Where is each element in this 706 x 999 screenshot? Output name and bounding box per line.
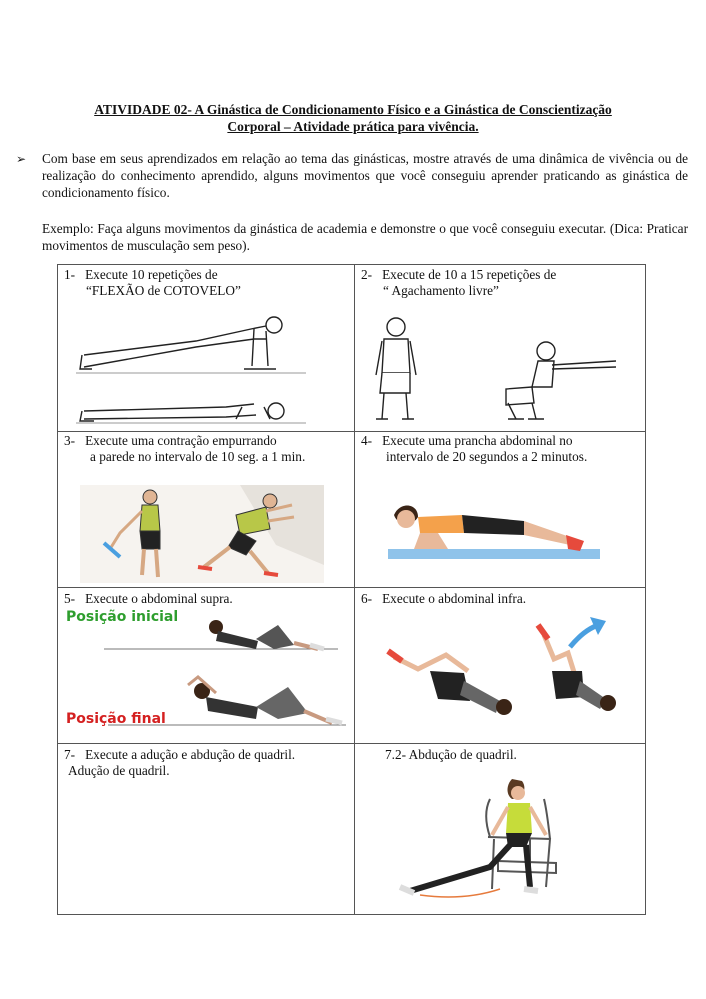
exercise-7-2-caption: 7.2- Abdução de quadril. [385, 747, 517, 762]
example-paragraph: Exemplo: Faça alguns movimentos da ginástica de academia e demonstre o que você conseguiu executar. (Dica: Praticar movimentos de musculação sem peso). [42, 221, 688, 253]
document-title [40, 101, 666, 135]
exercise-4-caption: 4- Execute uma prancha abdominal no [361, 433, 573, 448]
crunch-illustration-icon [98, 615, 348, 733]
table-divider-vertical [354, 265, 355, 914]
exercise-6-caption: 6- Execute o abdominal infra. [361, 591, 527, 606]
table-divider-row-3 [58, 743, 645, 744]
initial-position-label: Posição inicial [66, 609, 179, 625]
hip-adduction-area [68, 785, 338, 905]
exercise-3-caption-line2: a parede no intervalo de 10 seg. a 1 min. [90, 449, 306, 464]
exercise-5-caption: 5- Execute o abdominal supra. [64, 591, 233, 606]
hip-abduction-illustration-icon [380, 777, 580, 903]
arrow-bullet-icon: ➢ [16, 152, 27, 166]
exercise-1-caption: 1- Execute 10 repetições de [64, 267, 218, 282]
exercise-3-caption: 3- Execute uma contração empurrando [64, 433, 277, 448]
title-line-2: Corporal – Atividade prática para vivência. [227, 119, 479, 134]
squat-illustration-icon [366, 313, 636, 425]
plank-illustration-icon [384, 499, 604, 563]
title-line-1: ATIVIDADE 02- A Ginástica de Condicionamento Físico e a Ginástica de Conscientização [94, 102, 612, 117]
exercise-7-caption-line2: Adução de quadril. [68, 763, 170, 778]
exercise-2-caption: 2- Execute de 10 a 15 repetições de [361, 267, 557, 282]
final-position-label: Posição final [66, 711, 166, 727]
exercise-7-caption: 7- Execute a adução e abdução de quadril. [64, 747, 296, 762]
exercise-2-caption-line2: “ Agachamento livre” [383, 283, 499, 298]
instruction-paragraph: Com base em seus aprendizados em relação ao tema das ginásticas, mostre através de uma dinâmica de vivência ou de realização do conhecimento aprendido, alguns movimentos que você conseguiu aprender praticando as ginástica de condicionamento físico. [42, 151, 688, 200]
exercise-table [57, 264, 646, 915]
push-up-illustration-icon [76, 311, 336, 431]
table-divider-row-2 [58, 587, 645, 588]
table-divider-row-1 [58, 431, 645, 432]
reverse-crunch-illustration-icon [384, 611, 624, 723]
exercise-4-caption-line2: intervalo de 20 segundos a 2 minutos. [386, 449, 588, 464]
wall-push-illustration-icon [80, 485, 324, 583]
exercise-1-caption-line2: “FLEXÃO de COTOVELO” [86, 283, 241, 298]
